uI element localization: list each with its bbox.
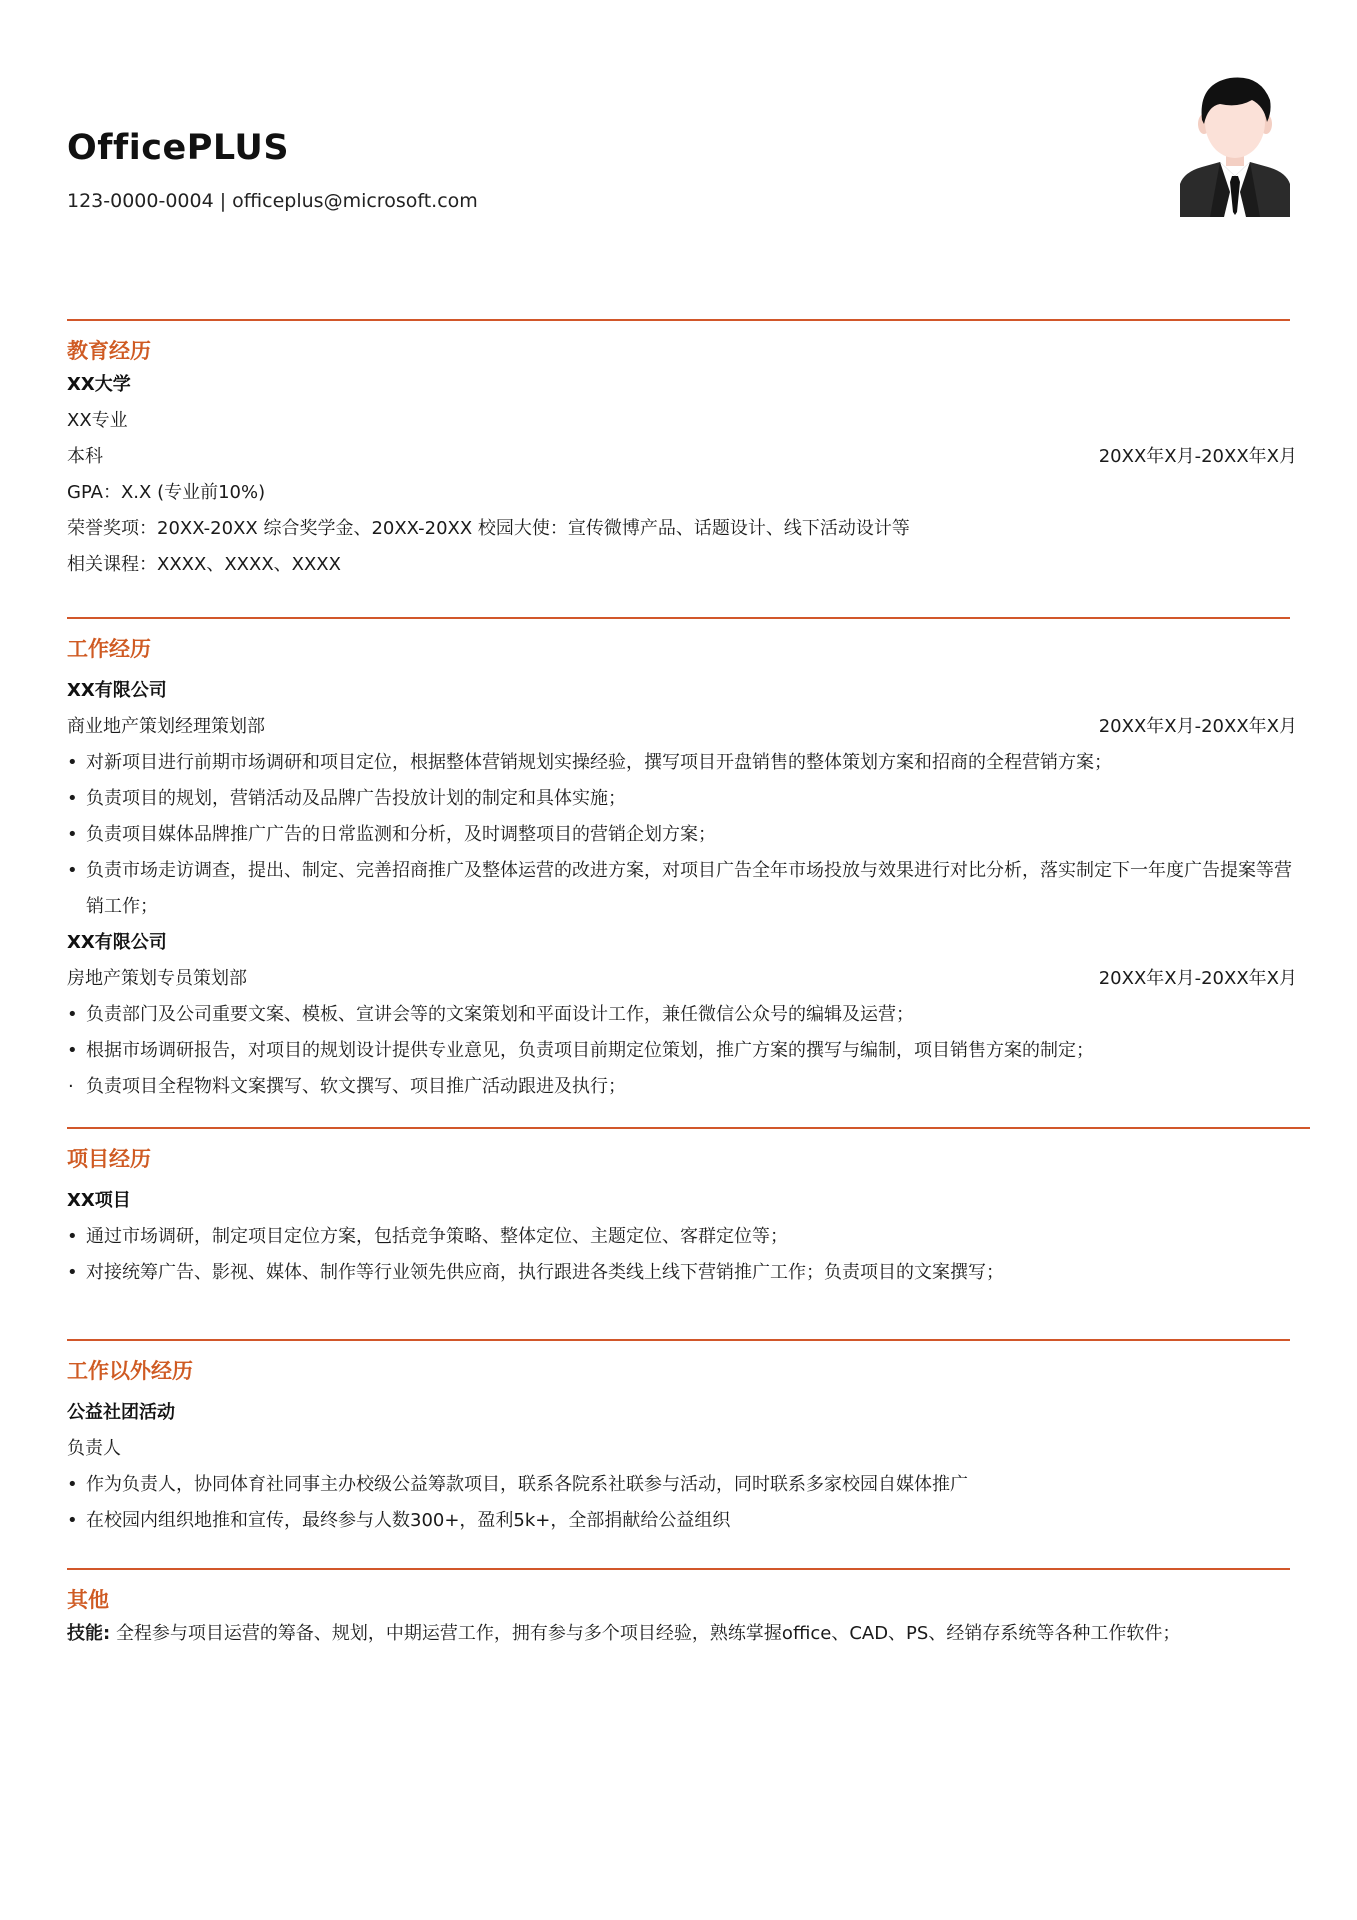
list-item: • 在校园内组织地推和宣传，最终参与人数300+，盈利5k+，全部捐献给公益组织	[67, 1503, 1292, 1539]
education-period: 20XX年X月-20XX年X月	[1098, 446, 1297, 467]
skills-text: 全程参与项目运营的筹备、规划，中期运营工作，拥有参与多个项目经验，熟练掌握office、CAD、PS、经销存系统等各种工作软件；	[115, 1623, 1181, 1644]
other-section	[67, 1568, 1292, 1652]
position: 房地产策划专员策划部	[67, 968, 247, 989]
candidate-name: OfficePLUS	[67, 128, 290, 168]
courses: 相关课程：XXXX、XXXX、XXXX	[67, 554, 341, 575]
list-item: • 负责部门及公司重要文案、模板、宣讲会等的文案策划和平面设计工作，兼任微信公众号的编辑及运营；	[67, 997, 1292, 1033]
company-name: XX有限公司	[67, 932, 167, 953]
section-title: 教育经历	[67, 339, 151, 363]
company-name: XX有限公司	[67, 680, 167, 701]
section-divider	[67, 1127, 1310, 1129]
contact-info: 123-0000-0004 | officeplus@microsoft.com	[67, 190, 478, 212]
list-item: • 作为负责人，协同体育社同事主办校级公益筹款项目，联系各院系社联参与活动，同时联系多家校园自媒体推广	[67, 1467, 1292, 1503]
education-section	[67, 319, 1297, 583]
job-period: 20XX年X月-20XX年X月	[1098, 968, 1297, 989]
skills-label: 技能:	[67, 1623, 111, 1644]
job-period: 20XX年X月-20XX年X月	[1098, 716, 1297, 737]
list-item: • 负责市场走访调查，提出、制定、完善招商推广及整体运营的改进方案，对项目广告全年市场投放与效果进行对比分析，落实制定下一年度广告提案等营销工作；	[67, 853, 1292, 925]
section-divider	[67, 319, 1290, 321]
list-item: · 负责项目全程物料文案撰写、软文撰写、项目推广活动跟进及执行；	[67, 1069, 1292, 1105]
list-item: • 负责项目的规划，营销活动及品牌广告投放计划的制定和具体实施；	[67, 781, 1292, 817]
position: 商业地产策划经理策划部	[67, 716, 265, 737]
avatar-icon	[1180, 72, 1290, 217]
activity-role: 负责人	[67, 1438, 121, 1459]
work-section	[67, 617, 1297, 1105]
section-title: 项目经历	[67, 1147, 151, 1171]
list-item: • 根据市场调研报告，对项目的规划设计提供专业意见，负责项目前期定位策划，推广方案的撰写与编制，项目销售方案的制定；	[67, 1033, 1292, 1069]
position-row	[67, 961, 1297, 997]
activity-name: 公益社团活动	[67, 1402, 175, 1423]
list-item: • 负责项目媒体品牌推广广告的日常监测和分析，及时调整项目的营销企划方案；	[67, 817, 1292, 853]
section-title: 其他	[67, 1588, 109, 1612]
degree: 本科	[67, 446, 103, 467]
degree-row	[67, 439, 1297, 475]
section-divider	[67, 617, 1290, 619]
section-divider	[67, 1568, 1290, 1570]
extracurricular-section	[67, 1339, 1292, 1539]
list-item: • 对接统筹广告、影视、媒体、制作等行业领先供应商，执行跟进各类线上线下营销推广工作；负责项目的文案撰写；	[67, 1255, 1292, 1291]
projects-section	[67, 1127, 1292, 1291]
skills-row	[67, 1616, 1292, 1652]
section-divider	[67, 1339, 1290, 1341]
major: XX专业	[67, 410, 128, 431]
honors: 荣誉奖项：20XX-20XX 综合奖学金、20XX-20XX 校园大使：宣传微博产品、话题设计、线下活动设计等	[67, 518, 910, 539]
position-row	[67, 709, 1297, 745]
list-item: • 通过市场调研，制定项目定位方案，包括竞争策略、整体定位、主题定位、客群定位等；	[67, 1219, 1292, 1255]
project-name: XX项目	[67, 1190, 131, 1211]
school-name: XX大学	[67, 374, 131, 395]
section-title: 工作经历	[67, 637, 151, 661]
gpa: GPA：X.X (专业前10%)	[67, 482, 266, 503]
section-title: 工作以外经历	[67, 1359, 193, 1383]
list-item: • 对新项目进行前期市场调研和项目定位，根据整体营销规划实操经验，撰写项目开盘销售的整体策划方案和招商的全程营销方案；	[67, 745, 1292, 781]
